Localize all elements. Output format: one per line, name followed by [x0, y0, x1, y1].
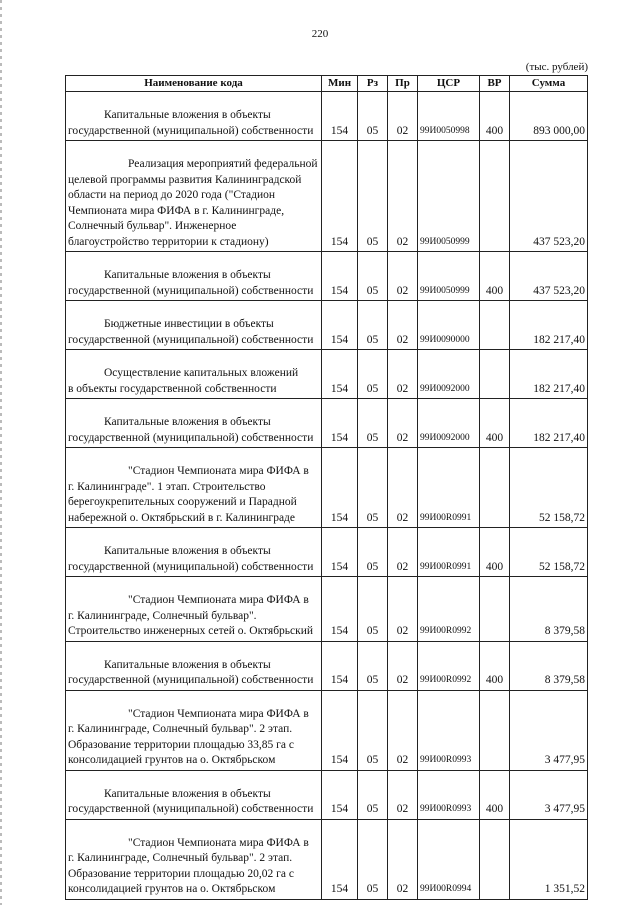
cell-pr: 02: [388, 448, 418, 528]
cell-vr: 400: [480, 528, 510, 577]
name-line: Бюджетные инвестиции в объекты: [104, 318, 274, 330]
cell-pr: 02: [388, 350, 418, 399]
cell-csr: 99И0092000: [418, 350, 480, 399]
cell-rz: 05: [358, 577, 388, 642]
table-row: [66, 448, 588, 528]
cell-csr: 99И0050999: [418, 141, 480, 252]
cell-name: [66, 528, 322, 577]
cell-rz: 05: [358, 690, 388, 770]
header-vr: ВР: [480, 76, 510, 92]
cell-name: [66, 301, 322, 350]
cell-sum: 52 158,72: [510, 528, 588, 577]
cell-vr: 400: [480, 92, 510, 141]
cell-rz: 05: [358, 141, 388, 252]
cell-vr: [480, 819, 510, 899]
cell-sum: 3 477,95: [510, 770, 588, 819]
name-line: государственной (муниципальной) собственности: [68, 431, 314, 444]
name-line: берегоукрепительных сооружений и Парадной: [68, 496, 297, 508]
name-line: Солнечный бульвар". Инженерное: [68, 220, 237, 232]
name-line: г. Калининграде". 1 этап. Строительство: [68, 480, 266, 493]
cell-vr: [480, 301, 510, 350]
cell-rz: 05: [358, 528, 388, 577]
name-line: благоустройство территории к стадиону): [68, 235, 269, 248]
cell-sum: 182 217,40: [510, 301, 588, 350]
cell-csr: 99И00R0994: [418, 819, 480, 899]
cell-vr: [480, 690, 510, 770]
cell-pr: 02: [388, 690, 418, 770]
cell-sum: 437 523,20: [510, 252, 588, 301]
table-row: [66, 350, 588, 399]
name-line: Реализация мероприятий федеральной: [128, 158, 318, 170]
table-row: [66, 399, 588, 448]
cell-csr: 99И00R0992: [418, 577, 480, 642]
cell-name: [66, 399, 322, 448]
name-line: консолидацией грунтов на о. Октябрьском: [68, 883, 276, 895]
cell-csr: 99И00R0993: [418, 690, 480, 770]
cell-pr: 02: [388, 528, 418, 577]
cell-rz: 05: [358, 770, 388, 819]
cell-name: [66, 819, 322, 899]
cell-vr: 400: [480, 641, 510, 690]
name-line: Чемпионата мира ФИФА в г. Калининграде,: [68, 204, 285, 217]
cell-min: 154: [322, 399, 358, 448]
name-line: области на период до 2020 года ("Стадион: [68, 189, 276, 201]
name-line: Капитальные вложения в объекты: [104, 416, 271, 428]
header-rz: Рз: [358, 76, 388, 92]
cell-rz: 05: [358, 641, 388, 690]
name-line: Капитальные вложения в объекты: [104, 658, 271, 671]
scan-edge-mark: [0, 0, 2, 905]
name-line: "Стадион Чемпионата мира ФИФА в: [128, 836, 309, 849]
cell-rz: 05: [358, 301, 388, 350]
cell-min: 154: [322, 301, 358, 350]
cell-pr: 02: [388, 399, 418, 448]
cell-vr: [480, 448, 510, 528]
name-line: Капитальные вложения в объекты: [104, 787, 271, 800]
cell-pr: 02: [388, 252, 418, 301]
cell-name: [66, 141, 322, 252]
header-pr: Пр: [388, 76, 418, 92]
cell-sum: 8 379,58: [510, 577, 588, 642]
cell-min: 154: [322, 690, 358, 770]
cell-pr: 02: [388, 141, 418, 252]
cell-name: [66, 641, 322, 690]
name-line: "Стадион Чемпионата мира ФИФА в: [128, 465, 309, 477]
cell-sum: 8 379,58: [510, 641, 588, 690]
name-line: Капитальные вложения в объекты: [104, 545, 271, 557]
cell-min: 154: [322, 577, 358, 642]
cell-min: 154: [322, 92, 358, 141]
cell-rz: 05: [358, 448, 388, 528]
name-line: Капитальные вложения в объекты: [104, 269, 271, 281]
name-line: государственной (муниципальной) собственности: [68, 803, 314, 815]
cell-min: 154: [322, 448, 358, 528]
table-row: [66, 141, 588, 252]
name-line: "Стадион Чемпионата мира ФИФА в: [128, 594, 309, 606]
cell-min: 154: [322, 350, 358, 399]
name-line: государственной (муниципальной) собственности: [68, 284, 314, 297]
cell-name: [66, 448, 322, 528]
cell-csr: 99И0050998: [418, 92, 480, 141]
cell-rz: 05: [358, 252, 388, 301]
name-line: государственной (муниципальной) собственности: [68, 560, 314, 573]
cell-sum: 182 217,40: [510, 350, 588, 399]
cell-vr: 400: [480, 399, 510, 448]
cell-sum: 3 477,95: [510, 690, 588, 770]
cell-min: 154: [322, 252, 358, 301]
table-row: [66, 301, 588, 350]
cell-name: [66, 577, 322, 642]
cell-csr: 99И0090000: [418, 301, 480, 350]
cell-vr: [480, 141, 510, 252]
name-line: Строительство инженерных сетей о. Октябрьский: [68, 625, 314, 637]
header-csr: ЦСР: [418, 76, 480, 92]
name-line: консолидацией грунтов на о. Октябрьском: [68, 754, 276, 766]
cell-csr: 99И00R0993: [418, 770, 480, 819]
name-line: г. Калининграде, Солнечный бульвар". 2 этап.: [68, 723, 293, 735]
cell-vr: [480, 577, 510, 642]
cell-rz: 05: [358, 399, 388, 448]
cell-sum: 1 351,52: [510, 819, 588, 899]
name-line: Капитальные вложения в объекты: [104, 109, 271, 121]
cell-sum: 182 217,40: [510, 399, 588, 448]
name-line: Образование территории площадью 20,02 га с: [68, 867, 294, 880]
page-number: 220: [311, 28, 329, 40]
name-line: государственной (муниципальной) собственности: [68, 124, 314, 137]
header-sum: Сумма: [510, 76, 588, 92]
cell-rz: 05: [358, 350, 388, 399]
units-label: (тыс. рублей): [525, 61, 588, 73]
cell-min: 154: [322, 528, 358, 577]
cell-name: [66, 690, 322, 770]
name-line: государственной (муниципальной) собственности: [68, 674, 314, 686]
cell-csr: 99И0050999: [418, 252, 480, 301]
name-line: г. Калининграде, Солнечный бульвар". 2 этап.: [68, 852, 293, 864]
table-row: [66, 819, 588, 899]
name-line: в объекты государственной собственности: [68, 382, 277, 395]
header-min: Мин: [322, 76, 358, 92]
cell-min: 154: [322, 819, 358, 899]
cell-min: 154: [322, 641, 358, 690]
cell-vr: 400: [480, 252, 510, 301]
name-line: "Стадион Чемпионата мира ФИФА в: [128, 707, 309, 720]
cell-pr: 02: [388, 92, 418, 141]
table-body: [66, 92, 588, 900]
header-name: Наименование кода: [66, 76, 322, 92]
name-line: целевой программы развития Калининградской: [68, 173, 302, 186]
cell-csr: 99И00R0992: [418, 641, 480, 690]
cell-rz: 05: [358, 92, 388, 141]
cell-sum: 437 523,20: [510, 141, 588, 252]
cell-pr: 02: [388, 301, 418, 350]
name-line: государственной (муниципальной) собственности: [68, 333, 314, 346]
cell-csr: 99И00R0991: [418, 448, 480, 528]
table-row: [66, 252, 588, 301]
name-line: Осуществление капитальных вложений: [104, 367, 299, 379]
cell-pr: 02: [388, 641, 418, 690]
cell-pr: 02: [388, 770, 418, 819]
cell-vr: [480, 350, 510, 399]
name-line: Образование территории площадью 33,85 га с: [68, 738, 294, 751]
table-row: [66, 92, 588, 141]
cell-vr: 400: [480, 770, 510, 819]
budget-table: [65, 75, 588, 900]
table-row: [66, 641, 588, 690]
name-line: набережной о. Октябрьский в г. Калининграде: [68, 511, 296, 524]
cell-min: 154: [322, 770, 358, 819]
cell-name: [66, 350, 322, 399]
cell-min: 154: [322, 141, 358, 252]
cell-sum: 52 158,72: [510, 448, 588, 528]
cell-name: [66, 770, 322, 819]
cell-name: [66, 252, 322, 301]
table-row: [66, 577, 588, 642]
cell-pr: 02: [388, 577, 418, 642]
table-row: [66, 528, 588, 577]
table-row: [66, 690, 588, 770]
cell-csr: 99И0092000: [418, 399, 480, 448]
cell-sum: 893 000,00: [510, 92, 588, 141]
table-row: [66, 770, 588, 819]
cell-pr: 02: [388, 819, 418, 899]
name-line: г. Калининграде, Солнечный бульвар".: [68, 609, 257, 622]
cell-name: [66, 92, 322, 141]
cell-csr: 99И00R0991: [418, 528, 480, 577]
table-header-row: [66, 76, 588, 92]
cell-rz: 05: [358, 819, 388, 899]
